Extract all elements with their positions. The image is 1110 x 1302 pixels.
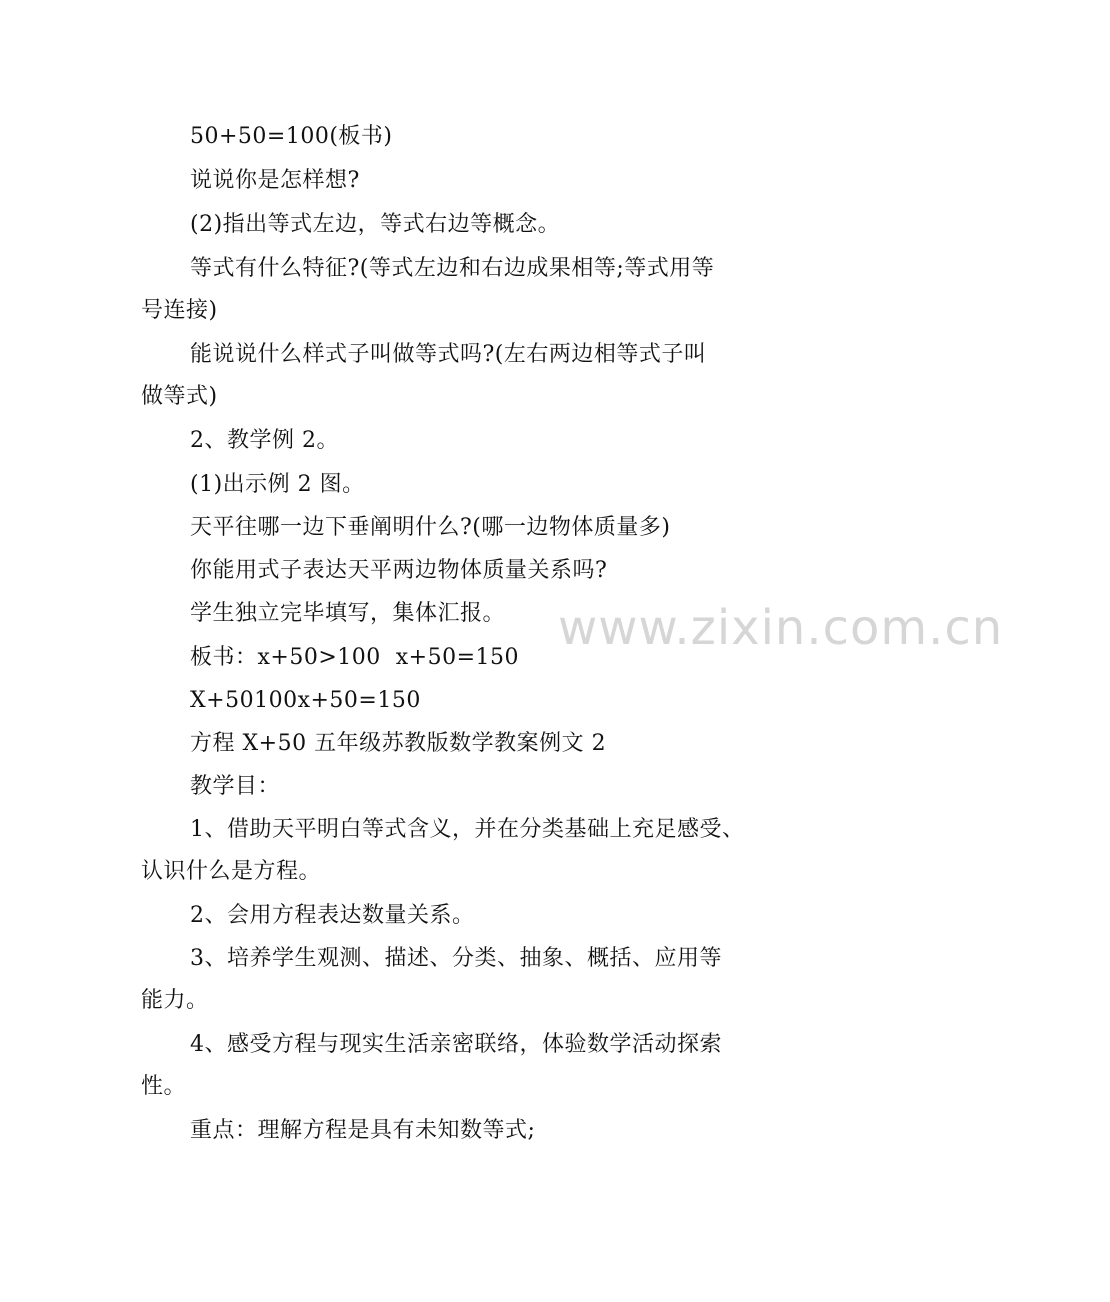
text-line: 认识什么是方程。 [141,859,322,884]
text-line: 方程 X+50 五年级苏教版数学教案例文 2 [190,731,607,756]
text-line: 能说说什么样式子叫做等式吗?(左右两边相等式子叫 [190,342,707,367]
text-line: 能力。 [141,988,209,1013]
text-line: 号连接) [141,298,218,323]
text-line: 3、培养学生观测、描述、分类、抽象、概括、应用等 [190,946,722,971]
text-line: 等式有什么特征?(等式左边和右边成果相等;等式用等 [190,256,715,281]
text-line: 重点：理解方程是具有未知数等式; [190,1118,536,1143]
text-line: 学生独立完毕填写，集体汇报。 [190,601,506,626]
text-line: 1、借助天平明白等式含义，并在分类基础上充足感受、 [190,817,745,842]
text-line: X+50100x+50=150 [190,688,421,713]
text-line: 50+50=100(板书) [190,124,393,149]
text-line: 2、教学例 2。 [190,428,339,453]
text-line: 性。 [141,1074,187,1099]
text-line: 做等式) [141,384,218,409]
text-line: 说说你是怎样想? [190,168,360,193]
text-line: 教学目： [190,774,281,799]
text-line: 你能用式子表达天平两边物体质量关系吗? [190,558,608,583]
text-line: 天平往哪一边下垂阐明什么?(哪一边物体质量多) [190,515,671,540]
text-line: (2)指出等式左边，等式右边等概念。 [190,212,561,237]
text-line: (1)出示例 2 图。 [190,472,365,497]
text-line: 2、会用方程表达数量关系。 [190,903,475,928]
text-line: 板书：x+50>100 x+50=150 [190,645,520,670]
text-line: 4、感受方程与现实生活亲密联络，体验数学活动探索 [190,1032,722,1057]
watermark: www.zixin.com.cn [558,600,1004,656]
